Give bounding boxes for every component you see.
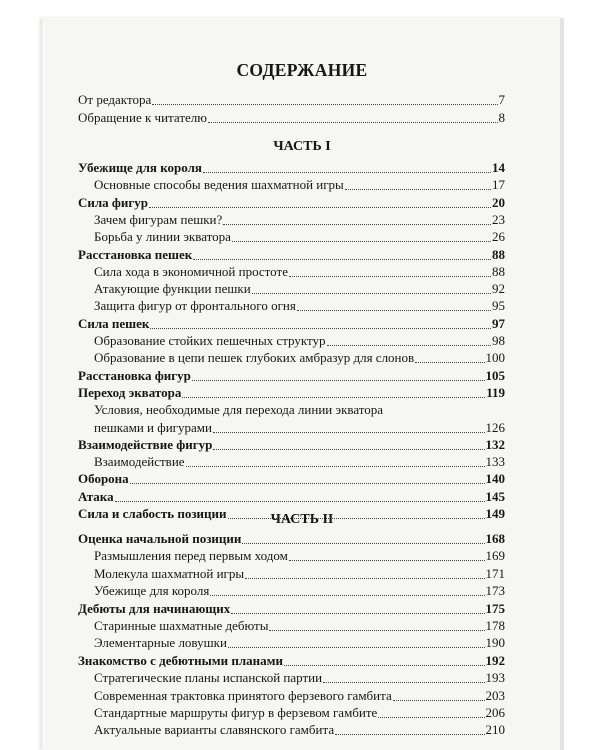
dot-leader [378,717,484,718]
toc-entry-title: Сила пешек [78,316,150,331]
toc-entry [94,721,505,739]
toc-page-number: 92 [492,281,505,296]
dot-leader [149,207,491,208]
dot-leader [192,380,485,381]
toc-page-number: 95 [492,298,505,313]
dot-leader [284,665,485,666]
toc-entry-title: Взаимодействие фигур [78,437,213,452]
toc-page-number: 26 [492,229,505,244]
toc-page-number: 140 [485,471,505,486]
toc-page-number: 88 [492,264,505,279]
dot-leader [150,328,491,329]
toc-entry-title: Расстановка фигур [78,368,191,383]
toc-entry-title: Размышления перед первым ходом [94,548,288,563]
toc-entry-title: Атакующие функции пешки [94,281,251,296]
dot-leader [208,122,498,123]
dot-leader [152,104,497,105]
toc-entry-title: Образование в цепи пешек глубоких амбразур для слонов [94,350,415,365]
toc-page-number: 7 [498,92,505,107]
dot-leader [289,560,485,561]
toc-entry [94,176,505,194]
dot-leader [297,310,491,311]
toc-section-entry [78,246,505,264]
toc-entry [94,669,505,687]
dot-leader [345,189,491,190]
toc-entry [94,211,505,229]
dot-leader [210,595,484,596]
toc-entry [94,453,505,471]
toc-entry-title: Образование стойких пешечных структур [94,333,326,348]
part-heading: ЧАСТЬ I [273,139,331,154]
toc-page-number: 206 [485,705,505,720]
toc-entry-title: От редактора [78,92,152,107]
toc-page-number: 119 [486,385,505,400]
toc-entry [94,547,505,565]
toc-entry-title: Расстановка пешек [78,247,193,262]
dot-leader [213,449,484,450]
toc-entry-title: Элементарные ловушки [94,635,227,650]
toc-entry-title: Оценка начальной позиции [78,531,242,546]
toc-section-entry [78,530,505,548]
toc-page-number: 210 [485,722,505,737]
toc-entry [94,263,505,281]
toc-page-number: 178 [485,618,505,633]
toc-page-number: 20 [492,195,505,210]
dot-leader [115,501,485,502]
dot-leader [327,345,491,346]
toc-page-number: 173 [485,583,505,598]
toc-page-number: 192 [485,653,505,668]
toc-page-number: 23 [492,212,505,227]
toc-page-number: 133 [485,454,505,469]
toc-entry-title: Сила и слабость позиции [78,506,227,521]
toc-entry-title: Знакомство с дебютными планами [78,653,283,668]
dot-leader [393,700,485,701]
toc-page-number: 126 [485,420,505,435]
toc-entry-title: Условия, необходимые для перехода линии экватора [94,402,384,417]
toc-section-entry [78,652,505,670]
toc-page-number: 14 [492,160,505,175]
dot-leader [228,647,485,648]
toc-page-number: 105 [485,368,505,383]
toc-entry-title: Зачем фигурам пешки? [94,212,223,227]
toc-entry [94,297,505,315]
toc-section-entry [78,367,505,385]
dot-leader [289,276,491,277]
toc-entry-title: Убежище для короля [78,160,202,175]
toc-entry [94,332,505,350]
toc-entry-title: Оборона [78,471,129,486]
toc-page-number: 17 [492,177,505,192]
toc-page-number: 168 [485,531,505,546]
toc-entry-title: Сила хода в экономичной простоте [94,264,288,279]
toc-entry-title: Стандартные маршруты фигур в ферзевом гамбите [94,705,378,720]
toc-page-number: 169 [485,548,505,563]
toc-section-entry [78,194,505,212]
dot-leader [213,432,485,433]
toc-section-entry [78,159,505,177]
toc-entry [94,349,505,367]
toc-section-entry [78,315,505,333]
toc-entry [78,109,505,127]
toc-page-number: 88 [492,247,505,262]
toc-entry [94,704,505,722]
toc-entry [94,617,505,635]
dot-leader [232,241,491,242]
toc-entry-title: Основные способы ведения шахматной игры [94,177,344,192]
toc-entry-title: Борьба у линии экватора [94,229,231,244]
dot-leader [269,630,484,631]
page-title: СОДЕРЖАНИЕ [236,60,368,80]
toc-entry [94,687,505,705]
toc-entry [94,228,505,246]
toc-entry-title: Современная трактовка принятого ферзевого гамбита [94,688,392,703]
part-heading: ЧАСТЬ II [270,512,334,527]
toc-entry [94,565,505,583]
toc-page-number: 97 [492,316,505,331]
dot-leader [323,682,484,683]
toc-page-number: 98 [492,333,505,348]
toc-entry-title: Переход экватора [78,385,182,400]
toc-page-number: 193 [485,670,505,685]
dot-leader [252,293,491,294]
toc-entry [94,634,505,652]
toc-page-number: 190 [485,635,505,650]
toc-page-number: 175 [485,601,505,616]
toc-section-entry [78,436,505,454]
toc-entry-title: Сила фигур [78,195,149,210]
dot-leader [186,466,485,467]
toc-entry-title: Дебюты для начинающих [78,601,231,616]
toc-entry-title: Старинные шахматные дебюты [94,618,269,633]
toc-entry-title: Защита фигур от фронтального огня [94,298,296,313]
toc-section-entry [78,488,505,506]
toc-page-number: 149 [485,506,505,521]
toc-entry-title: Молекула шахматной игры [94,566,245,581]
toc-page-number: 171 [485,566,505,581]
toc-entry-title: Атака [78,489,114,504]
toc-entry [94,280,505,298]
toc-entry [94,401,505,419]
toc-entry-title: пешками и фигурами [94,420,212,435]
dot-leader [182,397,485,398]
dot-leader [415,362,484,363]
dot-leader [231,613,484,614]
dot-leader [130,483,485,484]
dot-leader [245,578,484,579]
dot-leader [223,224,491,225]
toc-entry-title: Стратегические планы испанской партии [94,670,323,685]
toc-entry [94,419,505,437]
toc-page-number: 8 [498,110,505,125]
toc-page-number: 203 [485,688,505,703]
book-page [42,18,562,750]
toc-page-number: 100 [485,350,505,365]
toc-entry-title: Взаимодействие [94,454,185,469]
toc-entry [78,91,505,109]
dot-leader [335,734,484,735]
dot-leader [203,172,491,173]
toc-section-entry [78,470,505,488]
toc-page-number: 132 [485,437,505,452]
toc-entry [94,582,505,600]
toc-entry-title: Убежище для короля [94,583,210,598]
dot-leader [242,543,484,544]
toc-entry-title: Актуальные варианты славянского гамбита [94,722,335,737]
toc-section-entry [78,384,505,402]
dot-leader [193,259,491,260]
toc-page-number: 145 [485,489,505,504]
toc-entry-title: Обращение к читателю [78,110,207,125]
toc-section-entry [78,600,505,618]
